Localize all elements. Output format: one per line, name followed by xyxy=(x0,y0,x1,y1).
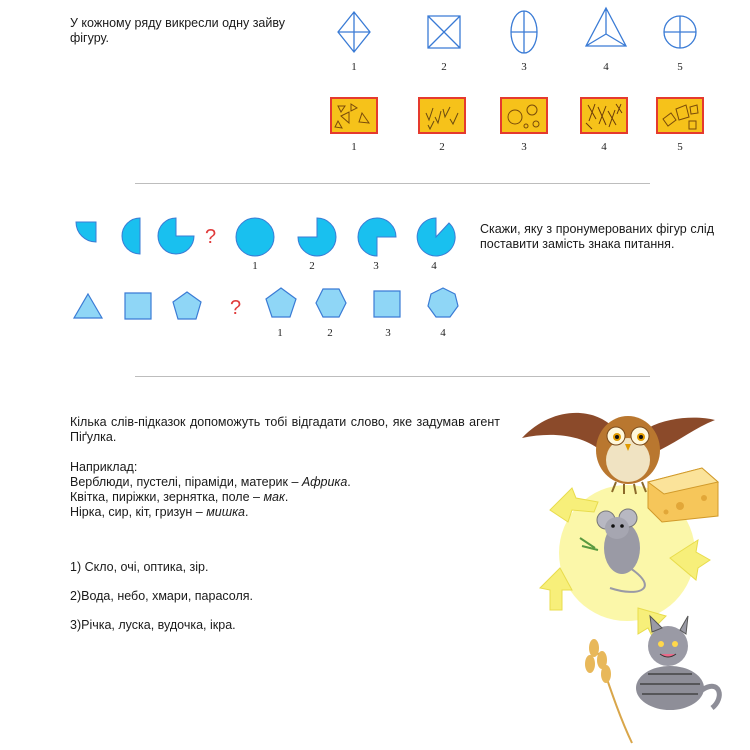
figure-ellipse-crossed[interactable] xyxy=(509,9,539,55)
s1-r2-num-4: 4 xyxy=(601,141,607,153)
option-heptagon[interactable] xyxy=(426,286,460,320)
circle-quarter[interactable] xyxy=(74,220,98,244)
figure-square-crossed[interactable] xyxy=(426,14,462,50)
agent-illustration xyxy=(520,398,740,743)
example-3-clues: Нірка, сир, кіт, гризун – xyxy=(70,505,207,519)
polygon-square[interactable] xyxy=(123,291,153,321)
example-1-clues: Верблюди, пустелі, піраміди, материк – xyxy=(70,475,302,489)
s2-r1-num-1: 1 xyxy=(252,260,258,272)
question-mark-row1: ? xyxy=(205,226,217,248)
section2-instruction: Скажи, яку з пронумерованих фігур слід поставити замість знака питання. xyxy=(480,222,714,251)
s1-r1-num-4: 4 xyxy=(603,61,609,73)
s2-r1-num-3: 3 xyxy=(373,260,379,272)
wheat-icon xyxy=(585,639,632,743)
example-3-end: . xyxy=(244,505,249,519)
s2-r2-num-3: 3 xyxy=(385,327,391,339)
section1-instruction: У кожному ряду викресли одну зайву фігуру. xyxy=(70,16,285,45)
s2-r2-num-1: 1 xyxy=(277,327,283,339)
s1-r1-num-3: 3 xyxy=(521,61,527,73)
polygon-pentagon[interactable] xyxy=(171,290,203,321)
figure-circle-crossed[interactable] xyxy=(662,14,698,50)
task-3: 3)Річка, луска, вудочка, ікра. xyxy=(70,618,236,632)
card-crosses[interactable] xyxy=(580,97,628,134)
option-quarter-missing-b[interactable] xyxy=(356,216,398,258)
example-heading: Наприклад: xyxy=(70,460,138,474)
example-1-end: . xyxy=(347,475,351,489)
s2-r2-num-4: 4 xyxy=(440,327,446,339)
example-1-answer: Африка xyxy=(301,475,348,489)
example-2-answer: мак xyxy=(263,490,285,504)
question-mark-row2: ? xyxy=(230,297,242,319)
section3-intro: Кілька слів-підказок допоможуть тобі відгадати слово, яке задумав агент Піґулка. xyxy=(70,415,500,444)
s1-r1-num-1: 1 xyxy=(351,61,357,73)
s1-r2-num-2: 2 xyxy=(439,141,445,153)
polygon-triangle[interactable] xyxy=(72,292,104,320)
figure-triangle-centered[interactable] xyxy=(584,6,628,48)
s1-r1-num-5: 5 xyxy=(677,61,683,73)
circle-three-quarter[interactable] xyxy=(155,215,197,257)
card-checkmarks[interactable] xyxy=(418,97,466,134)
divider-2 xyxy=(135,376,650,377)
example-2 xyxy=(70,490,288,505)
example-3 xyxy=(70,505,248,520)
divider-1 xyxy=(135,183,650,184)
s2-r1-num-4: 4 xyxy=(431,260,437,272)
figure-diamond[interactable] xyxy=(336,10,372,54)
example-1 xyxy=(70,475,351,490)
s2-r1-num-2: 2 xyxy=(309,260,315,272)
circle-half[interactable] xyxy=(120,216,142,256)
option-slice-missing[interactable] xyxy=(415,216,457,258)
option-square[interactable] xyxy=(372,289,402,319)
s1-r2-num-1: 1 xyxy=(351,141,357,153)
s1-r1-num-2: 2 xyxy=(441,61,447,73)
option-quarter-missing-a[interactable] xyxy=(296,216,338,258)
example-2-end: . xyxy=(284,490,289,504)
task-1: 1) Скло, очі, оптика, зір. xyxy=(70,560,209,574)
card-circles[interactable] xyxy=(500,97,548,134)
option-pentagon[interactable] xyxy=(264,286,298,320)
s1-r2-num-5: 5 xyxy=(677,141,683,153)
s1-r2-num-3: 3 xyxy=(521,141,527,153)
task-2: 2)Вода, небо, хмари, парасоля. xyxy=(70,589,253,603)
card-triangles[interactable] xyxy=(330,97,378,134)
card-rectangles[interactable] xyxy=(656,97,704,134)
option-hexagon[interactable] xyxy=(314,287,348,319)
s2-r2-num-2: 2 xyxy=(327,327,333,339)
example-3-answer: мишка xyxy=(206,505,245,519)
example-2-clues: Квітка, пиріжки, зернятка, поле – xyxy=(70,490,264,504)
option-full-circle[interactable] xyxy=(234,216,276,258)
cheese-icon xyxy=(648,468,718,522)
